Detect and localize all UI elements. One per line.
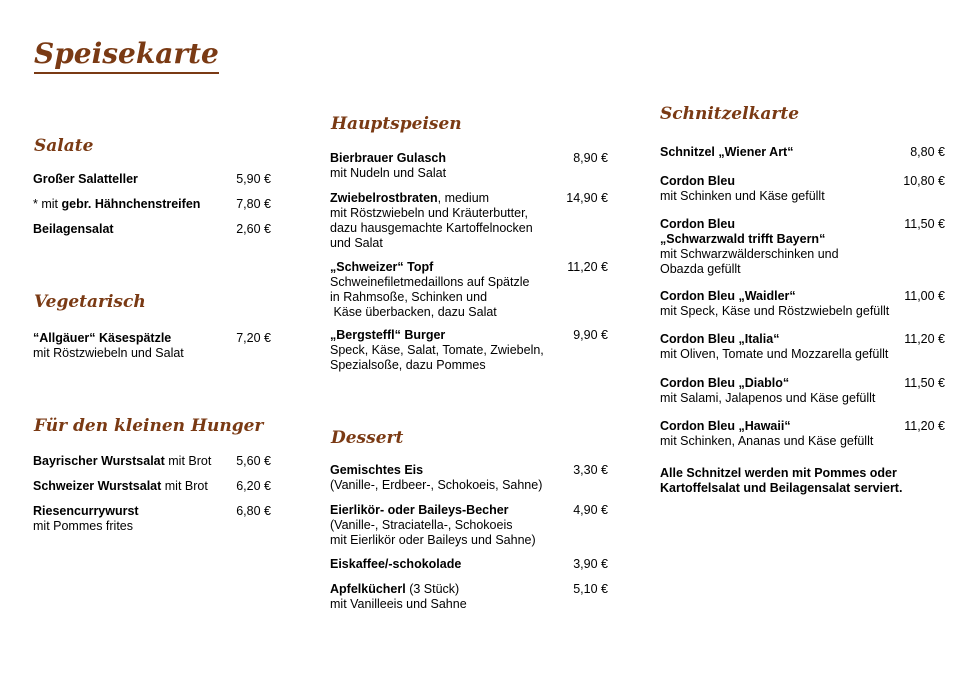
menu-item [330,503,608,548]
item-name: Cordon Bleu [660,217,735,231]
item-name: Großer Salatteller [33,172,138,186]
menu-item [330,463,608,493]
item-price: 9,90 € [573,328,608,342]
item-name: Cordon Bleu [660,174,735,188]
schnitzel-note [660,466,902,496]
item-suffix: (3 Stück) [405,582,460,596]
menu-item [660,376,945,406]
item-price: 11,00 € [904,289,945,303]
item-description: dazu hausgemachte Kartoffelnocken [330,221,533,235]
item-price: 11,50 € [904,376,945,390]
menu-item [660,289,945,319]
menu-item [660,174,945,204]
item-description: mit Schinken, Ananas und Käse gefüllt [660,434,874,448]
item-name: Eiskaffee/-schokolade [330,557,462,571]
item-name: „Bergsteffl“ Burger [330,328,446,342]
item-name: Gemischtes Eis [330,463,424,477]
section-title-schnitzelkarte: Schnitzelkarte [660,104,800,124]
menu-item [33,331,271,361]
item-price: 14,90 € [566,191,608,205]
item-price: 5,90 € [236,172,271,186]
item-description: mit Schwarzwälderschinken und [660,247,839,261]
menu-item [660,332,945,362]
menu-item [33,222,271,237]
item-price: 11,20 € [567,260,608,274]
item-price: 5,10 € [573,582,608,596]
item-price: 7,20 € [236,331,271,345]
section-title-salate: Salate [34,136,94,156]
item-price: 3,30 € [573,463,608,477]
item-name: “Allgäuer“ Käsespätzle [33,331,172,345]
item-description: mit Vanilleeis und Sahne [330,597,467,611]
item-prefix: * mit [33,197,62,211]
menu-item [330,260,608,320]
menu-item [33,454,271,469]
menu-item [330,191,608,251]
item-name: Apfelkücherl [330,582,406,596]
section-title-dessert: Dessert [331,428,404,448]
item-description: und Salat [330,236,383,250]
section-title-vegetarisch: Vegetarisch [34,292,146,312]
item-price: 5,60 € [236,454,271,468]
section-title-hauptspeisen: Hauptspeisen [331,114,462,134]
item-description: Schweinefiletmedaillons auf Spätzle [330,275,530,289]
menu-item [330,328,608,373]
item-price: 11,20 € [904,419,945,433]
item-description: mit Eierlikör oder Baileys und Sahne) [330,533,536,547]
menu-item [330,557,608,572]
menu-item [33,479,271,494]
note-line: Kartoffelsalat und Beilagensalat serviert. [660,481,903,495]
item-price: 7,80 € [236,197,271,211]
menu-item [33,504,271,534]
item-description: Spezialsoße, dazu Pommes [330,358,486,372]
item-name: Cordon Bleu „Hawaii“ [660,419,791,433]
menu-item [660,419,945,449]
menu-item [33,197,271,212]
item-suffix: mit Brot [164,454,212,468]
item-description: in Rahmsoße, Schinken und [330,290,488,304]
item-description: mit Pommes frites [33,519,134,533]
item-description: mit Nudeln und Salat [330,166,447,180]
menu-item [330,151,608,181]
item-price: 6,80 € [236,504,271,518]
item-name: „Schwarzwald trifft Bayern“ [660,232,826,246]
item-name: Riesencurrywurst [33,504,139,518]
item-description: Obazda gefüllt [660,262,741,276]
menu-item [330,582,608,612]
item-description: mit Schinken und Käse gefüllt [660,189,825,203]
item-description: mit Speck, Käse und Röstzwiebeln gefüllt [660,304,890,318]
item-price: 6,20 € [236,479,271,493]
item-name: Schweizer Wurstsalat [33,479,162,493]
item-description: mit Röstzwiebeln und Kräuterbutter, [330,206,529,220]
item-description: Speck, Käse, Salat, Tomate, Zwiebeln, [330,343,544,357]
item-price: 4,90 € [573,503,608,517]
item-name: Schnitzel „Wiener Art“ [660,145,794,159]
menu-item [33,172,271,187]
item-description: (Vanille-, Straciatella-, Schokoeis [330,518,513,532]
item-price: 2,60 € [236,222,271,236]
item-name: Zwiebelrostbraten [330,191,438,205]
item-suffix: mit Brot [161,479,208,493]
item-name: Cordon Bleu „Waidler“ [660,289,796,303]
item-description: mit Oliven, Tomate und Mozzarella gefüllt [660,347,889,361]
item-name: Eierlikör- oder Baileys-Becher [330,503,509,517]
item-name: Beilagensalat [33,222,114,236]
item-price: 3,90 € [573,557,608,571]
item-price: 11,20 € [904,332,945,346]
item-description: Käse überbacken, dazu Salat [330,305,497,319]
section-title-kleiner-hunger: Für den kleinen Hunger [34,416,264,436]
item-price: 11,50 € [904,217,945,231]
item-price: 8,90 € [573,151,608,165]
item-description: mit Röstzwiebeln und Salat [33,346,184,360]
menu-item [660,145,945,160]
item-price: 10,80 € [903,174,945,188]
item-suffix: , medium [437,191,490,205]
item-name: Cordon Bleu „Italia“ [660,332,780,346]
item-description: mit Salami, Jalapenos und Käse gefüllt [660,391,876,405]
item-description: (Vanille-, Erdbeer-, Schokoeis, Sahne) [330,478,543,492]
item-name: „Schweizer“ Topf [330,260,434,274]
item-name: Bierbrauer Gulasch [330,151,447,165]
item-price: 8,80 € [910,145,945,159]
page-title: Speisekarte [34,38,219,74]
item-name: Bayrischer Wurstsalat [33,454,165,468]
item-name: Cordon Bleu „Diablo“ [660,376,790,390]
note-line: Alle Schnitzel werden mit Pommes oder [660,466,897,480]
item-name: gebr. Hähnchenstreifen [61,197,201,211]
menu-item [660,217,945,277]
